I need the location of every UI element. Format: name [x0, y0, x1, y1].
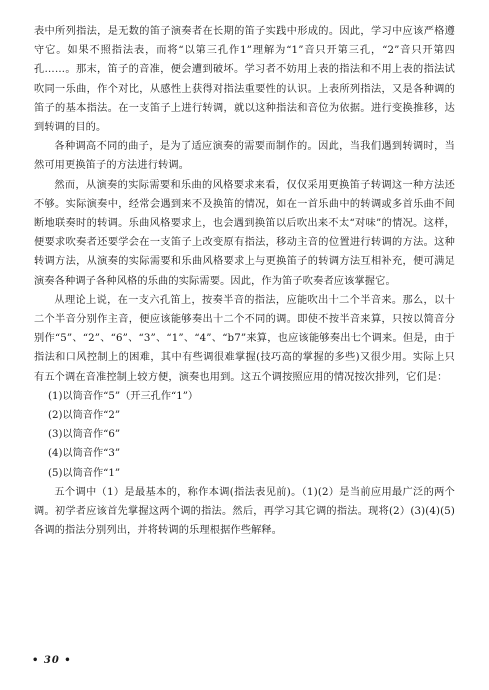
- key-list: [34, 387, 455, 483]
- page-number: • 30 •: [32, 655, 72, 666]
- paragraph-2: 各种调高不同的曲子，是为了适应演奏的需要而制作的。因此，当我们遇到转调时，当然可用更换笛子的方法进行转调。: [34, 141, 455, 172]
- paragraph-4: 从理论上说，在一支六孔笛上，按奏半音的指法，应能吹出十二个半音来。那么，以十二个半音分别作主音，便应该能够奏出十二个不同的调。即使不按半音来算，只按以简音分别作“5”、“2”、“6”、“3”、“1”、“4”、“b7”来算，也应该能够奏出七个调来。但是，由于指法和口风控制上的困难，其中有些调很难掌握(技巧高的掌握的多些)又很少用。实际上只有五个调在音准控制上较方便，演奏也用到。这五个调按照应用的情况按次排列，它们是：: [34, 294, 455, 383]
- list-item: (2)以筒音作“2”: [48, 410, 121, 422]
- list-item: (4)以筒音作“3”: [48, 448, 121, 460]
- paragraph-3: 然而，从演奏的实际需要和乐曲的风格要求来看，仅仅采用更换笛子转调这一种方法还不够。实际演奏中，经常会遇到来不及换笛的情况，如在一首乐曲中的转调或多首乐曲不间断地联奏时的转调。乐曲风格要求上，也会遇到换笛以后吹出来不太“对味”的情况。这样，便要求吹奏者还要学会在一支笛子上改变原有指法，移动主音的位置进行转调的方法。这种转调方法，从演奏的实际需要和乐曲风格要求上与更换笛子的转调方法互相补充，便可满足演奏各种调子各种风格的乐曲的实际需要。因此，作为笛子吹奏者应该掌握它。: [34, 179, 455, 287]
- list-item: (1)以筒音作“5”（开三孔作“1”）: [48, 390, 199, 402]
- list-item: (5)以筒音作“1”: [48, 467, 121, 479]
- paragraph-1: 表中所列指法，是无数的笛子演奏者在长期的笛子实践中形成的。因此，学习中应该严格遵守它。如果不照指法表，而将“以第三孔作1”理解为“1”音只开第三孔，“2”音只开第四孔……。那末，笛子的音准，便会遭到破坏。学习者不妨用上表的指法和不用上表的指法试吹同一乐曲，作个对比，从感性上获得对指法重要性的认识。上表所列指法，又是各种调的笛子的基本指法。在一支笛子上进行转调，就以这种指法和音位为依据。进行变换推移，达到转调的目的。: [34, 26, 455, 134]
- closing-paragraph: 五个调中（1）是最基本的，称作本调(指法表见前)。（1)(2）是当前应用最广泛的两个调。初学者应该首先掌握这两个调的指法。然后，再学习其它调的指法。现将(2）(3)(4)(5)各调的指法分别列出，并将转调的乐理根据作些解释。: [34, 486, 455, 537]
- list-item: (3)以筒音作“6”: [48, 429, 121, 441]
